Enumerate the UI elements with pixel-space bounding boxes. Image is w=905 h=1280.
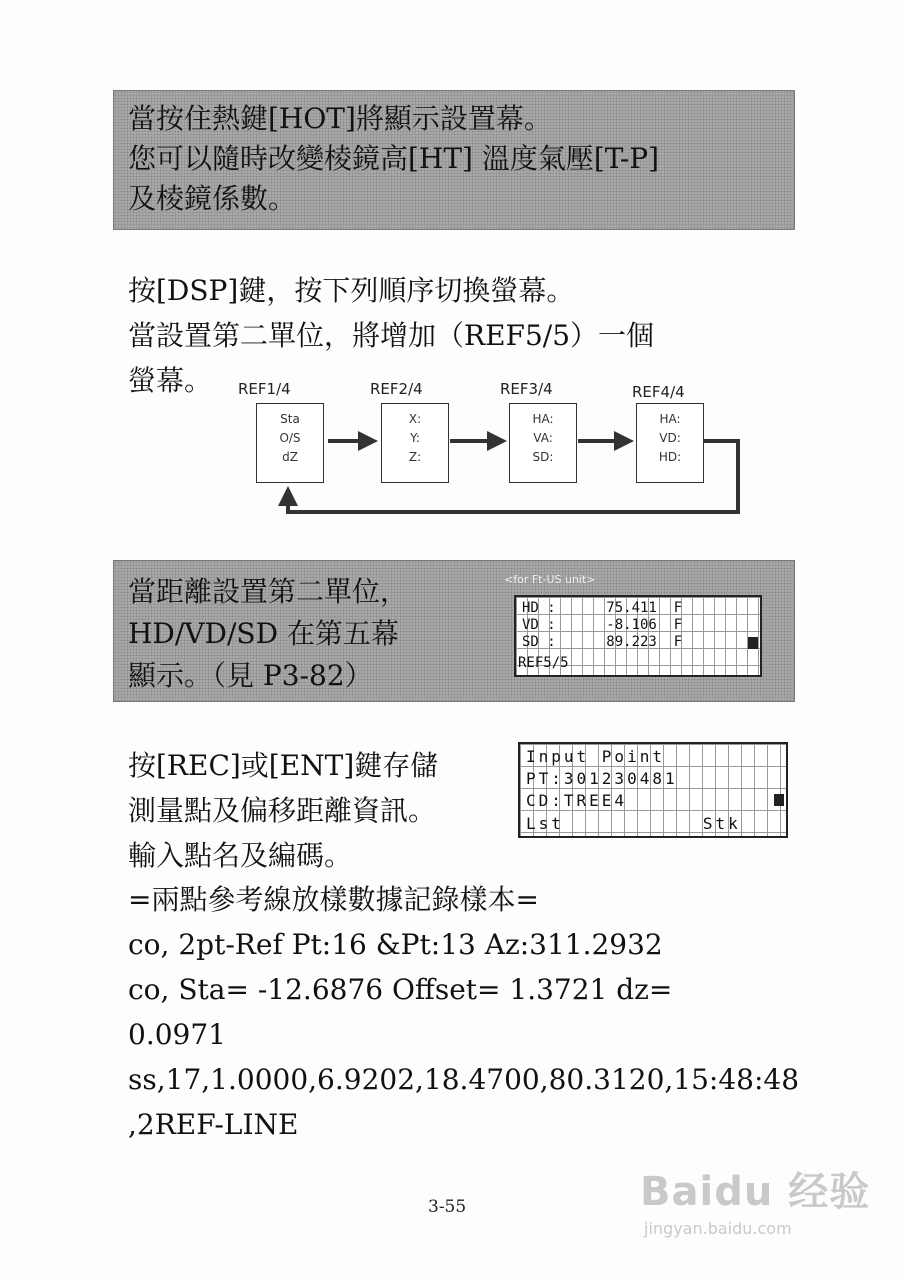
ft-us-unit-caption: <for Ft-US unit> — [504, 573, 596, 586]
lcd-row-vd: VD : -8.106 F — [522, 617, 683, 633]
record-sample-line-2: co, Sta= -12.6876 Offset= 1.3721 dz= — [128, 973, 673, 1006]
ref2-label: REF2/4 — [370, 380, 423, 398]
ref1-label: REF1/4 — [238, 380, 291, 398]
record-sample-line-1: co, 2pt-Ref Pt:16 &Pt:13 Az:311.2932 — [128, 928, 663, 961]
ref2-field-y: Y: — [410, 431, 420, 445]
second-unit-line-1: 當距離設置第二單位， — [128, 575, 409, 608]
watermark-url: jingyan.baidu.com — [644, 1219, 792, 1238]
lcd-pt-field: PT:301230481 — [526, 769, 678, 788]
ref3-field-va: VA: — [533, 431, 553, 445]
ref2-screen — [381, 403, 449, 483]
rec-para-line-1: 按[REC]或[ENT]鍵存儲 — [128, 749, 439, 782]
ref4-screen — [636, 403, 704, 483]
lcd-input-title: Input Point — [526, 747, 665, 766]
record-sample-line-4: ss,17,1.0000,6.9202,18.4700,80.3120,15:48:48 — [128, 1063, 800, 1096]
second-unit-line-2: HD/VD/SD 在第五幕 — [128, 617, 399, 650]
ref3-screen — [509, 403, 577, 483]
second-unit-line-3: 顯示。（見 P3-82） — [128, 659, 373, 692]
dsp-para-line-2: 當設置第二單位，將增加（REF5/5）一個 — [128, 319, 655, 352]
record-sample-line-5: ,2REF-LINE — [128, 1108, 299, 1141]
hot-note-line-3: 及棱鏡係數。 — [128, 182, 297, 215]
page-number: 3-55 — [428, 1197, 467, 1217]
ref5-lcd-screen — [514, 595, 762, 677]
lcd-cd-field: CD:TREE4 — [526, 791, 628, 810]
ref4-field-hd: HD: — [658, 450, 682, 464]
ref1-field-sta: Sta — [280, 412, 300, 426]
ref3-field-sd: SD: — [532, 450, 554, 464]
ref1-field-os: O/S — [279, 431, 301, 445]
ref3-label: REF3/4 — [500, 380, 553, 398]
ref4-field-vd: VD: — [659, 431, 681, 445]
battery-icon — [774, 794, 784, 806]
ref-screen-flow-arrows — [0, 0, 905, 560]
lcd-row-footer: REF5/5 — [518, 655, 569, 671]
ref2-field-x: X: — [408, 412, 422, 426]
second-unit-note-box — [113, 560, 795, 702]
watermark-logo: Baidu 经验 — [640, 1169, 871, 1215]
record-sample-title: =兩點參考線放樣數據記錄樣本= — [128, 883, 539, 916]
second-unit-note-text — [128, 571, 408, 697]
baidu-watermark — [640, 1160, 890, 1240]
ref3-field-ha: HA: — [532, 412, 554, 426]
ref1-screen — [256, 403, 324, 483]
lcd-row-hd: HD : 75.411 F — [522, 600, 683, 616]
hot-note-line-1: 當按住熱鍵[HOT]將顯示設置幕。 — [128, 102, 552, 135]
rec-para-line-3: 輸入點名及編碼。 — [128, 839, 353, 872]
ref4-label: REF4/4 — [632, 383, 685, 401]
dsp-para-line-1: 按[DSP]鍵，按下列順序切換螢幕。 — [128, 274, 575, 307]
record-sample-line-3: 0.0971 — [128, 1018, 226, 1051]
battery-icon — [748, 637, 758, 649]
lcd-row-sd: SD : 89.223 F — [522, 634, 683, 650]
ref2-field-z: Z: — [408, 450, 422, 464]
lcd-softkeys: Lst Stk — [526, 814, 741, 833]
rec-para-line-2: 測量點及偏移距離資訊。 — [128, 794, 437, 827]
dsp-para-line-3: 螢幕。 — [128, 364, 213, 397]
ref1-field-dz: dZ — [282, 450, 298, 464]
ref4-field-ha: HA: — [659, 412, 681, 426]
input-point-lcd — [518, 742, 788, 838]
hot-note-line-2: 您可以隨時改變棱鏡高[HT] 溫度氣壓[T-P] — [128, 142, 660, 175]
